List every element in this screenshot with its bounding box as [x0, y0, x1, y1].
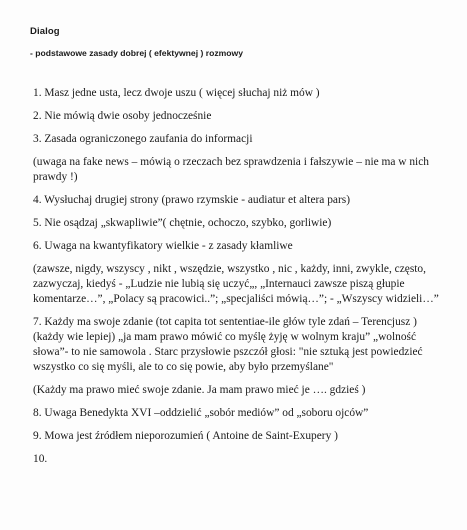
rule-7-note: (Każdy ma prawo mieć swoje zdanie. Ja mam prawo mieć je …. gdzieś ) [33, 384, 366, 396]
rule-3: 3. Zasada ograniczonego zaufania do informacji [33, 133, 253, 145]
document-title: Dialog [30, 26, 60, 37]
rule-7: 7. Każdy ma swoje zdanie (tot capita tot sententiae-ile głów tyle zdań – Terencjusz ) (każdy wie lepiej) „ja mam prawo mówić co myślę żyję w wolnym kraju” „wolność słowa”- to nie samowola . Starc przysłowie pszczół głosi: "nie sztuką jest powiedzieć wszystko co się myśli, ale to co się powie, aby było przemyślane" [33, 316, 423, 373]
rule-8: 8. Uwaga Benedykta XVI –oddzielić „sobór mediów” od „soboru ojców” [33, 407, 369, 419]
document-body [33, 86, 443, 475]
rule-6-note: (zawsze, nigdy, wszyscy , nikt , wszędzie, wszystko , nic , każdy, inni, zwykle, często, zazwyczaj, kiedyś - „Ludzie nie lubią się uczyć„, „Internauci zawsze piszą głupie komentarze…”, „Polacy są pracowici..”; „specjaliści mówią…”; - „Wszyscy widzieli…” [33, 263, 439, 305]
document-subtitle: - podstawowe zasady dobrej ( efektywnej ) rozmowy [30, 48, 243, 58]
rule-6: 6. Uwaga na kwantyfikatory wielkie - z zasady kłamliwe [33, 240, 293, 252]
rule-2: 2. Nie mówią dwie osoby jednocześnie [33, 110, 212, 122]
rule-10: 10. [33, 453, 48, 465]
rule-4: 4. Wysłuchaj drugiej strony (prawo rzymskie - audiatur et altera pars) [33, 194, 350, 206]
rule-9: 9. Mowa jest źródłem nieporozumień ( Antoine de Saint-Exupery ) [33, 430, 338, 442]
rule-1: 1. Masz jedne usta, lecz dwoje uszu ( więcej słuchaj niż mów ) [33, 87, 320, 99]
rule-5: 5. Nie osądzaj „skwapliwie”( chętnie, ochoczo, szybko, gorliwie) [33, 217, 332, 229]
rule-3-note: (uwaga na fake news – mówią o rzeczach bez sprawdzenia i fałszywie – nie ma w nich prawdy !) [33, 156, 429, 183]
